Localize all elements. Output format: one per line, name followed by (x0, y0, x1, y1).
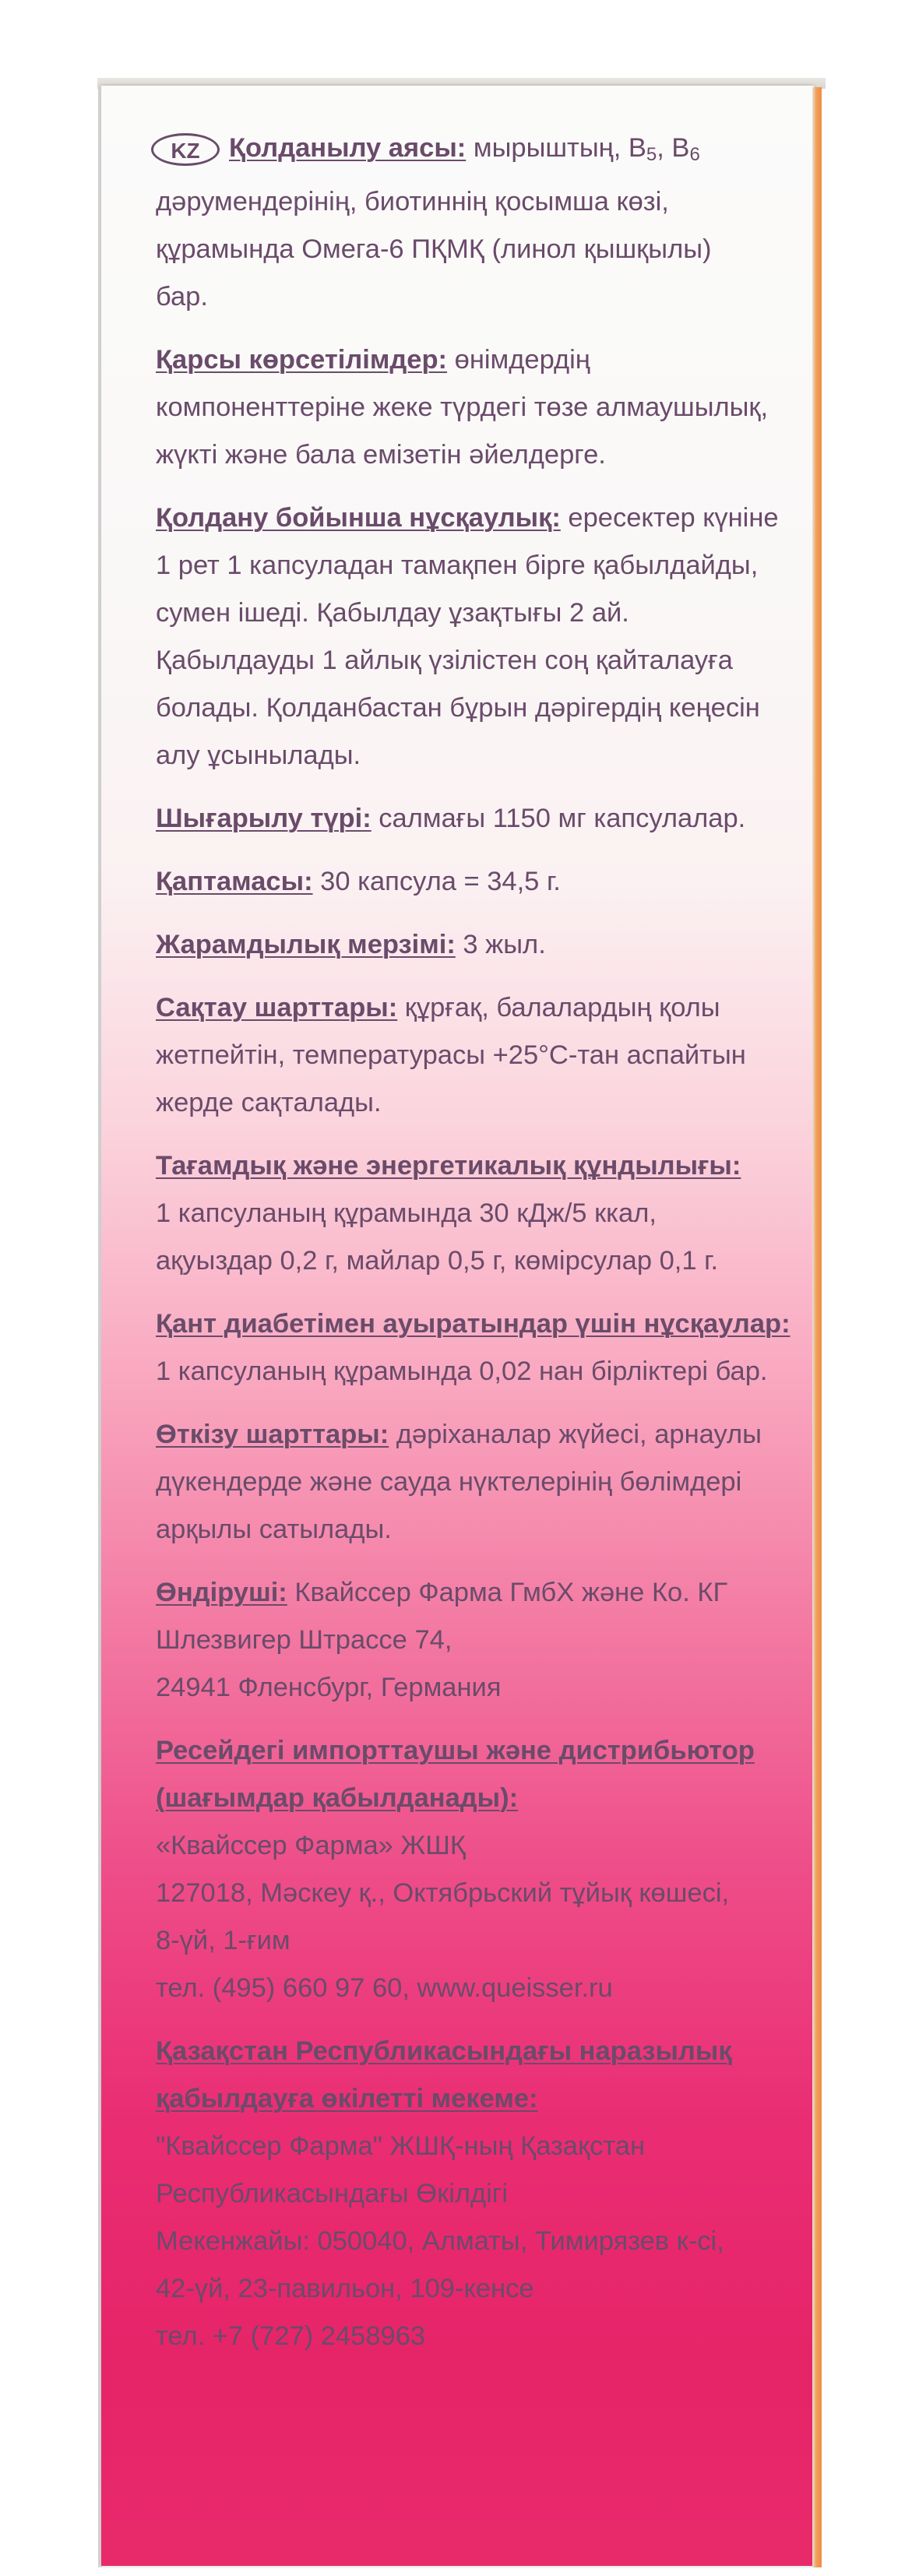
importer-heading: Ресейдегі импорттаушы және дистрибьютор (156, 1736, 755, 1765)
instructions-text: ересектер күніне (560, 503, 779, 533)
package-section (156, 858, 779, 906)
instructions-line: болады. Қолданбастан бұрын дәрігердің кеңесін (156, 693, 760, 723)
sales-heading: Өткізу шарттары: (156, 1420, 389, 1449)
kz-office-line: тел. +7 (727) 2458963 (156, 2321, 426, 2351)
importer-line: тел. (495) 660 97 60, www.queisser.ru (156, 1973, 613, 2003)
nutrition-line: 1 капсуланың құрамында 30 кДж/5 ккал, (156, 1198, 657, 1228)
diabetes-section (156, 1300, 791, 1395)
package-text: 30 капсула = 34,5 г. (312, 867, 561, 896)
sales-line: арқылы сатылады. (156, 1515, 392, 1544)
usage-text: мырыштың, В (466, 133, 646, 163)
package-heading: Қаптамасы: (156, 867, 313, 896)
kz-office-heading: қабылдауға өкілетті мекеме: (156, 2084, 538, 2113)
diabetes-line: 1 капсуланың құрамында 0,02 нан бірліктері бар. (156, 1357, 768, 1386)
instructions-line: 1 рет 1 капсуладан тамақпен бірге қабылдайды, (156, 551, 759, 580)
box-right-edge (812, 87, 822, 2567)
kz-office-line: 42-үй, 23-павильон, 109-кенсе (156, 2274, 534, 2303)
storage-line: жерде сақталады. (156, 1088, 382, 1117)
instructions-heading: Қолдану бойынша нұсқаулық: (156, 503, 561, 533)
kz-office-heading: Қазақстан Республикасындағы наразылық (156, 2036, 732, 2066)
b5-subscript: 5 (646, 144, 657, 165)
shelf-life-heading: Жарамдылық мерзімі: (156, 930, 456, 959)
importer-line: «Квайссер Фарма» ЖШҚ (156, 1831, 466, 1860)
usage-line: дәрумендерінің, биотиннің қосымша көзі, (156, 187, 669, 216)
importer-heading: (шағымдар қабылданады): (156, 1783, 519, 1813)
release-form-heading: Шығарылу түрі: (156, 804, 371, 833)
b6-subscript: 6 (689, 144, 700, 165)
usage-line: құрамында Омега-6 ПҚМҚ (линол қышқылы) (156, 234, 712, 264)
label-text-block (156, 125, 791, 2376)
storage-section (156, 984, 779, 1127)
nutrition-heading: Тағамдық және энергетикалық құндылығы: (156, 1151, 741, 1181)
shelf-life-text: 3 жыл. (455, 930, 546, 959)
manufacturer-line: 24941 Фленсбург, Германия (156, 1673, 502, 1702)
kz-office-line: "Квайссер Фарма" ЖШҚ-ның Қазақстан (156, 2131, 645, 2161)
contraindications-text: өнімдердің (447, 345, 590, 375)
kz-office-line: Республикасындағы Өкілдігі (156, 2179, 509, 2208)
release-form-section (156, 795, 779, 843)
instructions-line: алу ұсынылады. (156, 741, 361, 770)
sales-text: дәріханалар жүйесі, арнаулы (389, 1420, 762, 1449)
manufacturer-section (156, 1569, 779, 1712)
sales-section (156, 1411, 779, 1554)
usage-section (156, 125, 779, 321)
storage-heading: Сақтау шарттары: (156, 993, 398, 1022)
contraindications-section (156, 336, 779, 479)
nutrition-section (156, 1142, 779, 1285)
storage-line: жетпейтін, температурасы +25°С-тан аспайтын (156, 1040, 746, 1070)
importer-section (156, 1727, 779, 2012)
instructions-section (156, 494, 779, 779)
manufacturer-heading: Өндіруші: (156, 1578, 287, 1607)
kz-office-section (156, 2028, 779, 2360)
importer-line: 8-үй, 1-ғим (156, 1926, 291, 1955)
kz-office-line: Мекенжайы: 050040, Алматы, Тимирязев к-сі, (156, 2226, 724, 2256)
sales-line: дүкендерде және сауда нүктелерінің бөлімдері (156, 1467, 742, 1497)
usage-text-b6: , В (657, 133, 690, 163)
importer-line: 127018, Мәскеу қ., Октябрьский тұйық көшесі, (156, 1878, 730, 1908)
contraindications-heading: Қарсы көрсетілімдер: (156, 345, 448, 375)
manufacturer-line: Шлезвигер Штрассе 74, (156, 1625, 452, 1655)
contraindications-line: жүкті және бала емізетін әйелдерге. (156, 440, 606, 470)
usage-heading: Қолданылу аясы: (229, 133, 467, 163)
usage-line: бар. (156, 282, 208, 311)
nutrition-line: ақуыздар 0,2 г, майлар 0,5 г, көмірсулар 0,1 г. (156, 1246, 719, 1276)
contraindications-line: компоненттеріне жеке түрдегі төзе алмаушылық, (156, 392, 769, 422)
diabetes-heading: Қант диабетімен ауыратындар үшін нұсқаулар: (156, 1309, 791, 1339)
manufacturer-text: Квайссер Фарма ГмбХ және Ко. КГ (287, 1578, 728, 1607)
instructions-line: сумен ішеді. Қабылдау ұзақтығы 2 ай. (156, 598, 629, 628)
kz-country-badge: KZ (151, 133, 220, 166)
storage-text: құрғақ, балалардың қолы (397, 993, 720, 1022)
shelf-life-section (156, 921, 779, 969)
release-form-text: салмағы 1150 мг капсулалар. (371, 804, 746, 833)
instructions-line: Қабылдауды 1 айлық үзілістен соң қайталауға (156, 646, 733, 675)
